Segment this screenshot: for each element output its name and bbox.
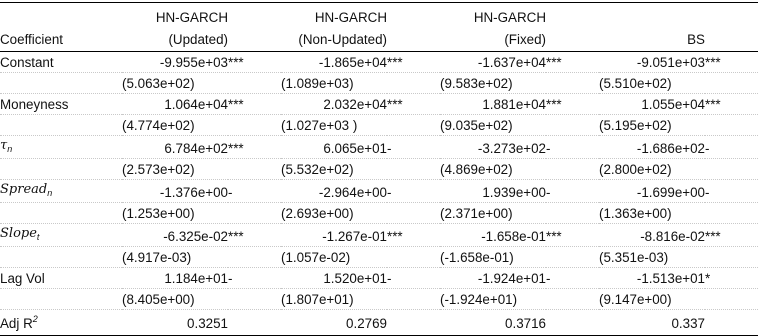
std-error-spacer: [228, 159, 281, 180]
significance-marker: ***: [228, 136, 281, 159]
std-error-spacer: [228, 289, 281, 310]
coefficient-value: 1.939e+00: [440, 180, 546, 203]
std-error-value: (9.147e+00): [599, 289, 705, 310]
coefficient-value: -1.637e+04: [440, 52, 546, 73]
std-error-value: (1.363e+00): [599, 203, 705, 224]
adj-r2-value: 0.3716: [440, 310, 546, 336]
adj-r2-label: [0, 310, 122, 336]
std-error-value: (5.532e+02): [281, 159, 387, 180]
std-error-value: (1.089e+03): [281, 73, 387, 94]
coefficient-subscript: n: [7, 144, 13, 154]
model-2-subtitle: (Non-Updated): [281, 27, 387, 52]
coefficient-value: -1.699e+00: [599, 180, 705, 203]
header-row-2: [0, 27, 758, 52]
model-3-title: HN-GARCH: [440, 3, 546, 28]
significance-marker: -: [705, 136, 758, 159]
std-error-spacer: [705, 247, 758, 268]
std-error-spacer: [546, 115, 599, 136]
std-error-value: (4.774e+02): [122, 115, 228, 136]
std-error-row: [0, 115, 758, 136]
std-error-spacer: [546, 289, 599, 310]
coefficient-name: [0, 52, 122, 73]
coefficient-value: 2.032e+04: [281, 94, 387, 115]
std-error-spacer: [387, 203, 440, 224]
header-blank: [0, 3, 122, 28]
std-error-spacer: [387, 115, 440, 136]
coefficient-value: -1.376e+00: [122, 180, 228, 203]
coef-row: [0, 180, 758, 203]
coefficient-value: -6.325e-02: [122, 224, 228, 247]
std-error-value: (5.351e-03): [599, 247, 705, 268]
std-error-spacer: [705, 203, 758, 224]
coefficient-subscript: t: [36, 232, 40, 242]
model-4-title: [599, 3, 705, 28]
adj-r2-spacer: [387, 310, 440, 336]
significance-marker: ***: [228, 52, 281, 73]
std-error-spacer: [546, 73, 599, 94]
significance-marker: ***: [546, 94, 599, 115]
coef-row: [0, 224, 758, 247]
significance-marker: *: [705, 268, 758, 289]
coefficient-value: -1.924e+01: [440, 268, 546, 289]
coefficient-header: Coefficient: [0, 27, 122, 52]
coefficient-name-text: Lag Vol: [0, 271, 45, 286]
std-error-row: [0, 159, 758, 180]
coef-row: [0, 52, 758, 73]
std-error-value: (2.573e+02): [122, 159, 228, 180]
coefficient-name-text: Slope: [0, 226, 37, 241]
coefficient-value: -9.955e+03: [122, 52, 228, 73]
std-error-row: [0, 289, 758, 310]
significance-marker: ***: [546, 52, 599, 73]
std-error-value: (4.917e-03): [122, 247, 228, 268]
coefficient-name: [0, 94, 122, 115]
std-error-blank: [0, 247, 122, 268]
std-error-blank: [0, 289, 122, 310]
std-error-value: (2.693e+00): [281, 203, 387, 224]
significance-marker: ***: [705, 94, 758, 115]
std-error-value: (4.869e+02): [440, 159, 546, 180]
std-error-row: [0, 203, 758, 224]
coefficient-value: -3.273e+02: [440, 136, 546, 159]
coef-row: [0, 136, 758, 159]
std-error-value: (1.027e+03 ): [281, 115, 387, 136]
std-error-value: (1.807e+01): [281, 289, 387, 310]
significance-marker: ***: [228, 94, 281, 115]
std-error-spacer: [705, 115, 758, 136]
std-error-value: (5.063e+02): [122, 73, 228, 94]
coefficient-value: -1.686e+02: [599, 136, 705, 159]
coefficient-name: [0, 136, 122, 159]
std-error-spacer: [228, 247, 281, 268]
std-error-spacer: [546, 159, 599, 180]
std-error-value: (2.371e+00): [440, 203, 546, 224]
coefficient-name: [0, 224, 122, 247]
model-1-subtitle: (Updated): [122, 27, 228, 52]
significance-marker: ***: [387, 224, 440, 247]
std-error-spacer: [705, 159, 758, 180]
std-error-value: (-1.658e-01): [440, 247, 546, 268]
std-error-spacer: [387, 73, 440, 94]
significance-marker: ***: [387, 94, 440, 115]
significance-marker: -: [546, 136, 599, 159]
coefficient-name: [0, 180, 122, 203]
adj-r2-row: [0, 310, 758, 336]
coefficient-value: 1.055e+04: [599, 94, 705, 115]
adj-r2-value: 0.2769: [281, 310, 387, 336]
significance-marker: -: [228, 268, 281, 289]
coefficient-value: -8.816e-02: [599, 224, 705, 247]
coefficient-subscript: n: [47, 188, 53, 198]
coefficient-name-text: Spread: [0, 182, 48, 197]
significance-marker: -: [228, 180, 281, 203]
std-error-spacer: [546, 203, 599, 224]
std-error-spacer: [387, 289, 440, 310]
model-4-subtitle: BS: [599, 27, 705, 52]
significance-marker: -: [387, 136, 440, 159]
adj-r2-value: 0.337: [599, 310, 705, 336]
adj-r2-value: 0.3251: [122, 310, 228, 336]
std-error-blank: [0, 73, 122, 94]
coefficient-name-text: Constant: [0, 55, 54, 70]
coefficient-name-text: Moneyness: [0, 97, 69, 112]
std-error-row: [0, 247, 758, 268]
adj-r2-spacer: [705, 310, 758, 336]
std-error-value: (5.195e+02): [599, 115, 705, 136]
significance-marker: -: [705, 180, 758, 203]
coefficient-value: 1.881e+04: [440, 94, 546, 115]
significance-marker: -: [546, 180, 599, 203]
std-error-blank: [0, 203, 122, 224]
coef-row: [0, 268, 758, 289]
std-error-spacer: [387, 247, 440, 268]
adj-r2-superscript: 2: [32, 314, 38, 324]
std-error-value: (1.253e+00): [122, 203, 228, 224]
significance-marker: ***: [546, 224, 599, 247]
std-error-blank: [0, 115, 122, 136]
std-error-spacer: [705, 289, 758, 310]
coefficient-value: 1.520e+01: [281, 268, 387, 289]
significance-marker: ***: [228, 224, 281, 247]
coefficient-value: -1.865e+04: [281, 52, 387, 73]
coefficient-value: -1.658e-01: [440, 224, 546, 247]
coefficient-value: 6.065e+01: [281, 136, 387, 159]
adj-r2-spacer: [228, 310, 281, 336]
std-error-spacer: [387, 159, 440, 180]
header-row-1: [0, 3, 758, 28]
std-error-value: (2.800e+02): [599, 159, 705, 180]
std-error-spacer: [228, 203, 281, 224]
coefficient-name: [0, 268, 122, 289]
std-error-value: (-1.924e+01): [440, 289, 546, 310]
coefficient-name-text: τ: [0, 138, 8, 153]
std-error-spacer: [228, 73, 281, 94]
significance-marker: -: [387, 268, 440, 289]
coefficient-value: -2.964e+00: [281, 180, 387, 203]
coefficient-value: 1.184e+01: [122, 268, 228, 289]
significance-marker: -: [387, 180, 440, 203]
adj-r2-label-text: Adj R: [0, 316, 33, 331]
std-error-value: (8.405e+00): [122, 289, 228, 310]
coefficient-value: -1.513e+01: [599, 268, 705, 289]
coefficient-value: -1.267e-01: [281, 224, 387, 247]
coefficient-value: -9.051e+03: [599, 52, 705, 73]
significance-marker: ***: [387, 52, 440, 73]
std-error-spacer: [705, 73, 758, 94]
std-error-value: (9.583e+02): [440, 73, 546, 94]
coef-row: [0, 94, 758, 115]
std-error-spacer: [228, 115, 281, 136]
adj-r2-spacer: [546, 310, 599, 336]
coefficient-value: 1.064e+04: [122, 94, 228, 115]
model-2-title: HN-GARCH: [281, 3, 387, 28]
coefficient-value: 6.784e+02: [122, 136, 228, 159]
significance-marker: ***: [705, 52, 758, 73]
significance-marker: -: [546, 268, 599, 289]
std-error-value: (5.510e+02): [599, 73, 705, 94]
std-error-blank: [0, 159, 122, 180]
std-error-row: [0, 73, 758, 94]
std-error-value: (1.057e-02): [281, 247, 387, 268]
regression-table: [0, 2, 758, 336]
std-error-spacer: [546, 247, 599, 268]
significance-marker: ***: [705, 224, 758, 247]
std-error-value: (9.035e+02): [440, 115, 546, 136]
model-3-subtitle: (Fixed): [440, 27, 546, 52]
model-1-title: HN-GARCH: [122, 3, 228, 28]
